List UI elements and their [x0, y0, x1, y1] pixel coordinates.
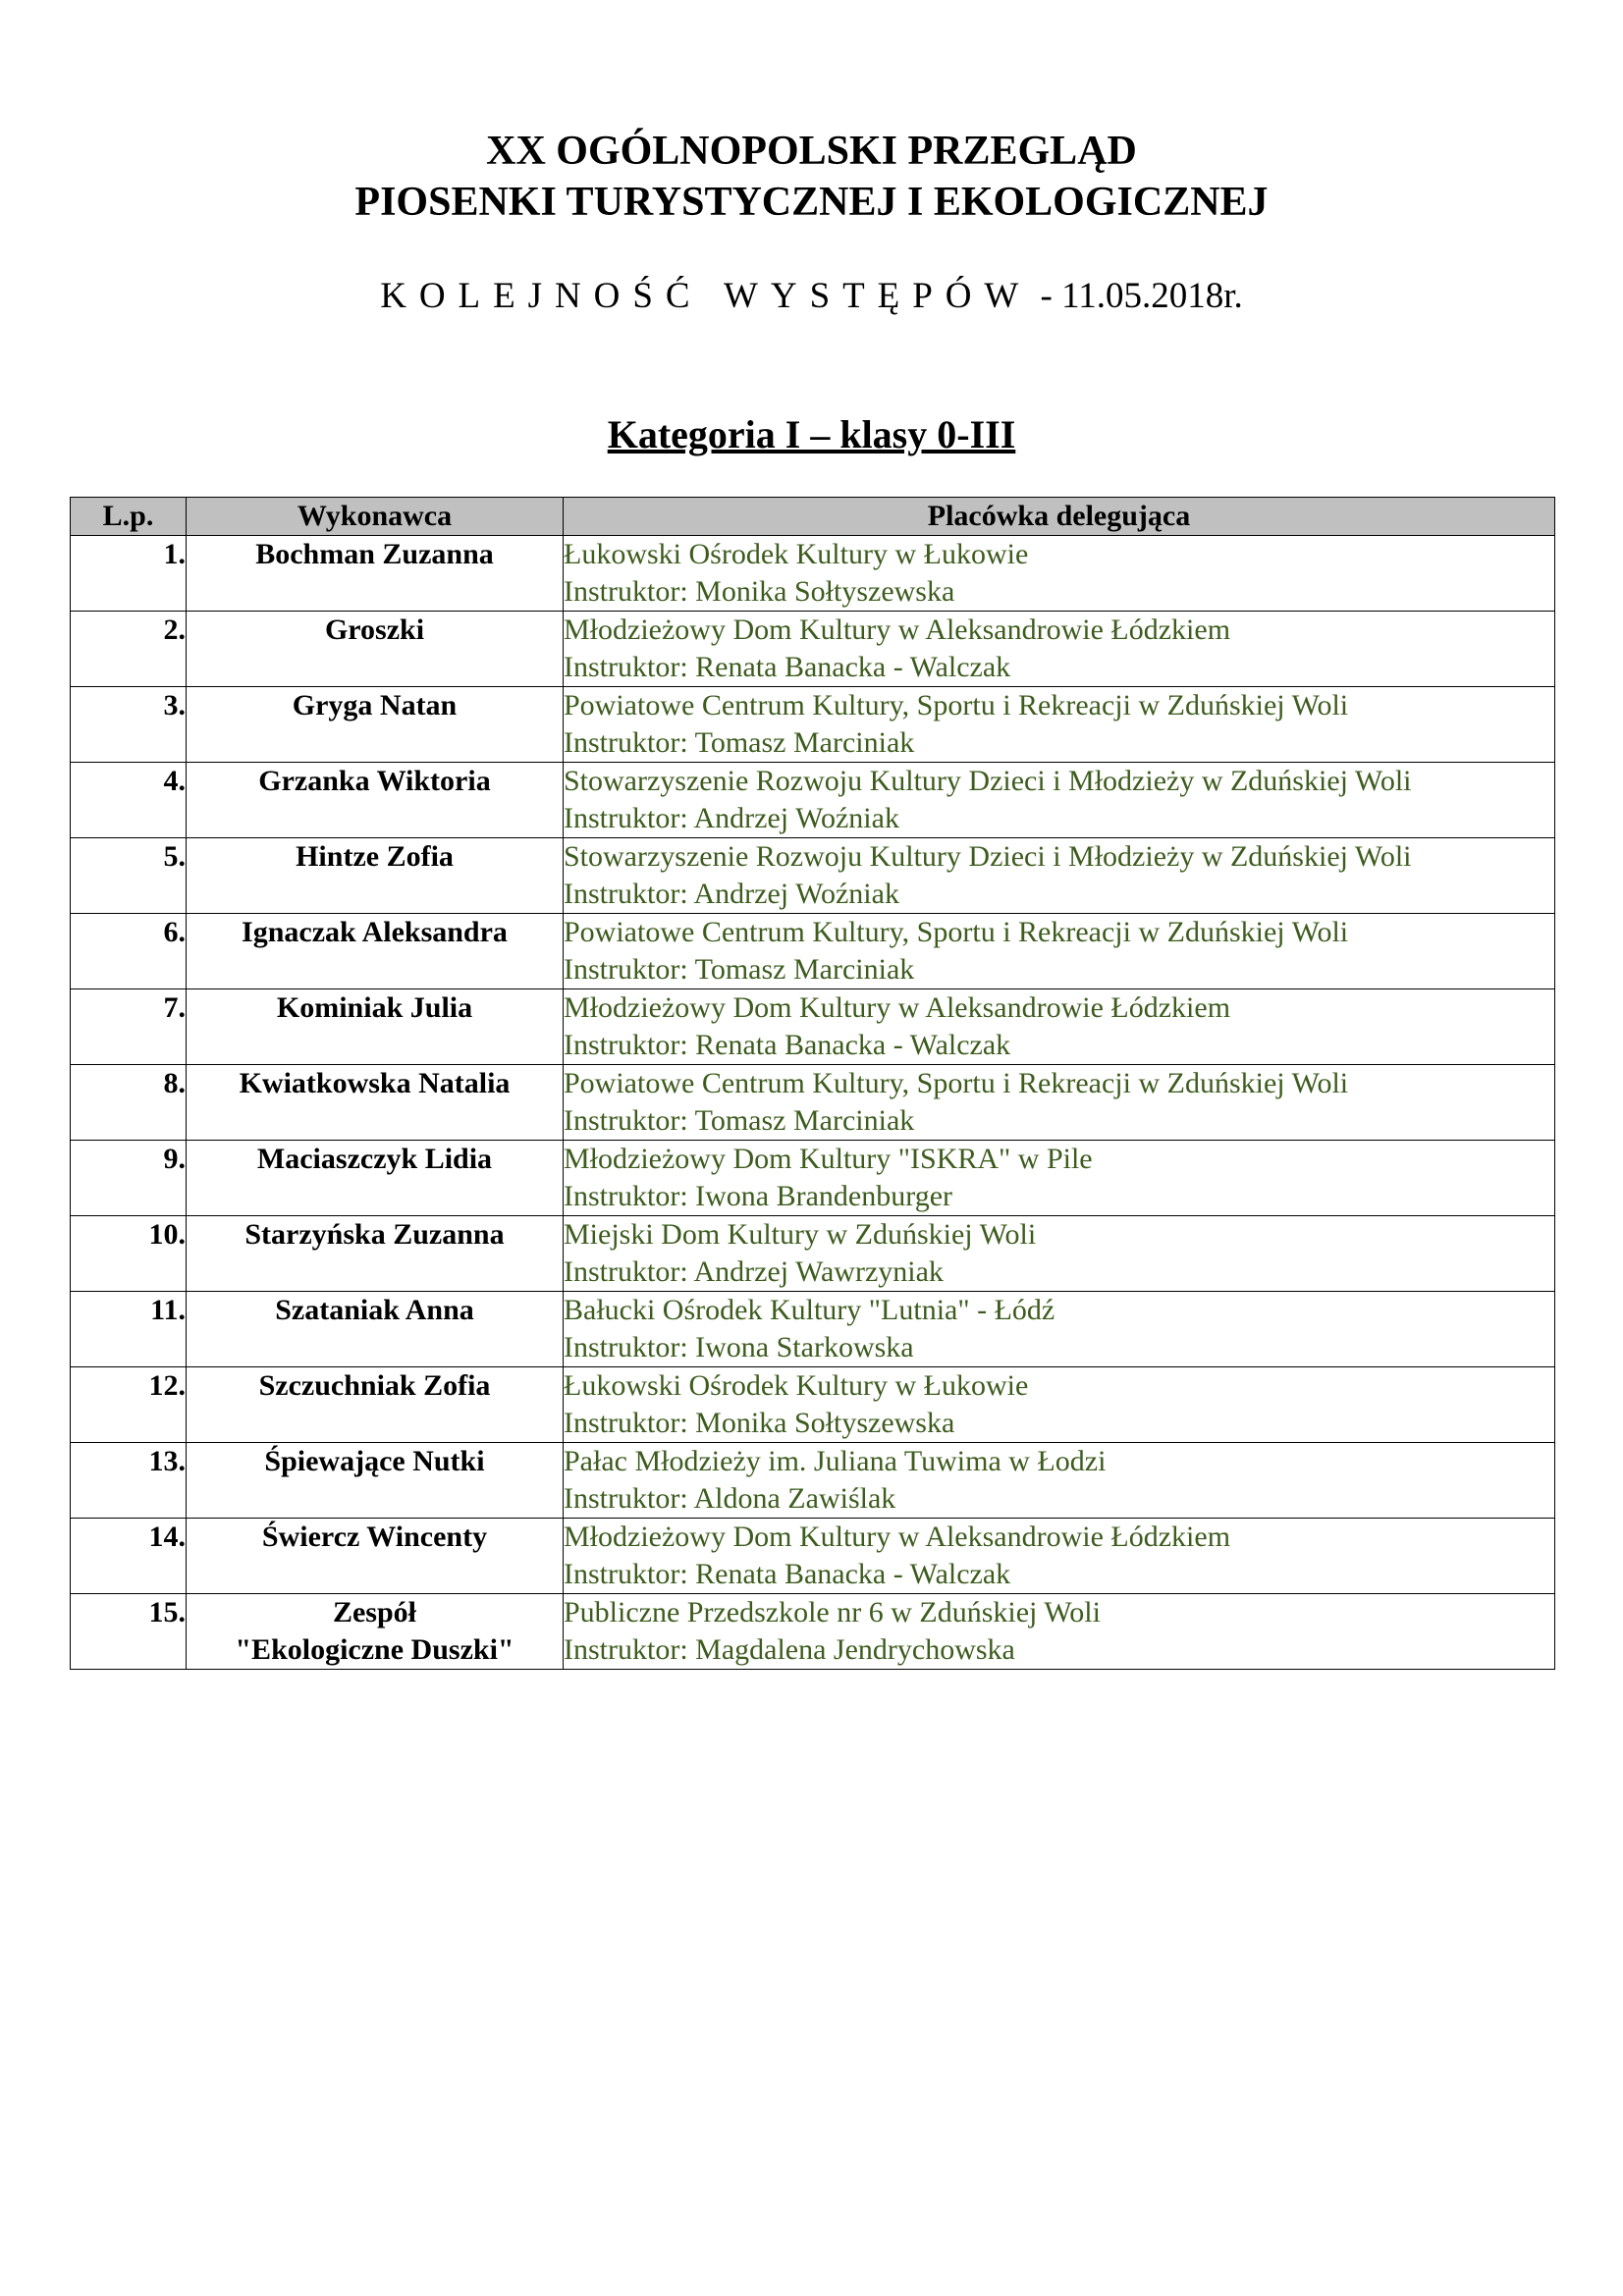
- row-number: 11.: [71, 1292, 187, 1367]
- performance-table: [70, 497, 1555, 1670]
- delegating-institution: [564, 1216, 1555, 1292]
- row-number: 14.: [71, 1519, 187, 1594]
- table-row: [71, 1141, 1555, 1216]
- performer-name: Kwiatkowska Natalia: [187, 1065, 564, 1141]
- delegating-institution: [564, 536, 1555, 612]
- institution-name: Powiatowe Centrum Kultury, Sportu i Rekreacji w Zduńskiej Woli: [564, 916, 1349, 948]
- institution-name: Publiczne Przedszkole nr 6 w Zduńskiej Woli: [564, 1596, 1101, 1629]
- row-number: 13.: [71, 1443, 187, 1519]
- instructor-name: Instruktor: Iwona Starkowska: [564, 1331, 914, 1363]
- table-row: [71, 536, 1555, 612]
- table-row: [71, 1216, 1555, 1292]
- row-number: 9.: [71, 1141, 187, 1216]
- table-row: [71, 1443, 1555, 1519]
- delegating-institution: [564, 1367, 1555, 1443]
- subtitle-spaced-text: KOLEJNOŚĆ WYSTĘPÓW: [380, 276, 1032, 316]
- row-number: 2.: [71, 612, 187, 687]
- institution-name: Miejski Dom Kultury w Zduńskiej Woli: [564, 1218, 1037, 1251]
- performer-name: Gryga Natan: [187, 687, 564, 763]
- row-number: 15.: [71, 1594, 187, 1670]
- performer-name: Szataniak Anna: [187, 1292, 564, 1367]
- row-number: 3.: [71, 687, 187, 763]
- instructor-name: Instruktor: Renata Banacka - Walczak: [564, 1558, 1011, 1590]
- instructor-name: Instruktor: Tomasz Marciniak: [564, 953, 915, 986]
- delegating-institution: [564, 612, 1555, 687]
- performer-name: Ignaczak Aleksandra: [187, 914, 564, 989]
- row-number: 8.: [71, 1065, 187, 1141]
- title-line-2: PIOSENKI TURYSTYCZNEJ I EKOLOGICZNEJ: [354, 180, 1269, 225]
- delegating-institution: [564, 989, 1555, 1065]
- performer-name: Kominiak Julia: [187, 989, 564, 1065]
- institution-name: Łukowski Ośrodek Kultury w Łukowie: [564, 538, 1029, 570]
- performer-name: Bochman Zuzanna: [187, 536, 564, 612]
- performer-name: Maciaszczyk Lidia: [187, 1141, 564, 1216]
- table-row: [71, 838, 1555, 914]
- institution-name: Pałac Młodzieży im. Juliana Tuwima w Łodzi: [564, 1445, 1107, 1477]
- instructor-name: Instruktor: Andrzej Wawrzyniak: [564, 1255, 944, 1288]
- institution-name: Stowarzyszenie Rozwoju Kultury Dzieci i Młodzieży w Zduńskiej Woli: [564, 840, 1412, 873]
- table-row: [71, 687, 1555, 763]
- institution-name: Łukowski Ośrodek Kultury w Łukowie: [564, 1369, 1029, 1402]
- table-row: [71, 989, 1555, 1065]
- institution-name: Powiatowe Centrum Kultury, Sportu i Rekreacji w Zduńskiej Woli: [564, 689, 1349, 721]
- instructor-name: Instruktor: Andrzej Woźniak: [564, 802, 899, 834]
- instructor-name: Instruktor: Renata Banacka - Walczak: [564, 651, 1011, 683]
- instructor-name: Instruktor: Aldona Zawiślak: [564, 1482, 896, 1515]
- delegating-institution: [564, 838, 1555, 914]
- delegating-institution: [564, 687, 1555, 763]
- delegating-institution: [564, 1443, 1555, 1519]
- schedule-subtitle: [0, 275, 1623, 318]
- instructor-name: Instruktor: Tomasz Marciniak: [564, 726, 915, 759]
- row-number: 7.: [71, 989, 187, 1065]
- column-header-lp: L.p.: [71, 498, 187, 536]
- row-number: 6.: [71, 914, 187, 989]
- delegating-institution: [564, 1594, 1555, 1670]
- table-row: [71, 914, 1555, 989]
- instructor-name: Instruktor: Monika Sołtyszewska: [564, 1407, 955, 1439]
- row-number: 5.: [71, 838, 187, 914]
- institution-name: Młodzieżowy Dom Kultury w Aleksandrowie Łódzkiem: [564, 1521, 1231, 1553]
- row-number: 12.: [71, 1367, 187, 1443]
- table-row: [71, 1594, 1555, 1670]
- delegating-institution: [564, 1292, 1555, 1367]
- performer-name: Świercz Wincenty: [187, 1519, 564, 1594]
- table-row: [71, 612, 1555, 687]
- instructor-name: Instruktor: Renata Banacka - Walczak: [564, 1029, 1011, 1061]
- institution-name: Młodzieżowy Dom Kultury "ISKRA" w Pile: [564, 1143, 1093, 1175]
- performer-name: Grzanka Wiktoria: [187, 763, 564, 838]
- delegating-institution: [564, 1065, 1555, 1141]
- table-row: [71, 763, 1555, 838]
- table-row: [71, 1519, 1555, 1594]
- column-header-institution: Placówka delegująca: [564, 498, 1555, 536]
- row-number: 1.: [71, 536, 187, 612]
- subtitle-date: - 11.05.2018r.: [1031, 276, 1243, 316]
- table-row: [71, 1065, 1555, 1141]
- instructor-name: Instruktor: Monika Sołtyszewska: [564, 575, 955, 608]
- table-body: [71, 536, 1555, 1670]
- institution-name: Powiatowe Centrum Kultury, Sportu i Rekreacji w Zduńskiej Woli: [564, 1067, 1349, 1099]
- delegating-institution: [564, 914, 1555, 989]
- document-title: [0, 126, 1623, 228]
- performer-name: Szczuchniak Zofia: [187, 1367, 564, 1443]
- institution-name: Młodzieżowy Dom Kultury w Aleksandrowie Łódzkiem: [564, 991, 1231, 1024]
- performer-name: Groszki: [187, 612, 564, 687]
- performer-name: Zespół "Ekologiczne Duszki": [187, 1594, 564, 1670]
- table-header-row: [71, 498, 1555, 536]
- table-row: [71, 1367, 1555, 1443]
- instructor-name: Instruktor: Iwona Brandenburger: [564, 1180, 953, 1212]
- delegating-institution: [564, 763, 1555, 838]
- instructor-name: Instruktor: Magdalena Jendrychowska: [564, 1633, 1015, 1666]
- instructor-name: Instruktor: Tomasz Marciniak: [564, 1104, 915, 1137]
- institution-name: Bałucki Ośrodek Kultury "Lutnia" - Łódź: [564, 1294, 1055, 1326]
- performer-name: Hintze Zofia: [187, 838, 564, 914]
- institution-name: Młodzieżowy Dom Kultury w Aleksandrowie Łódzkiem: [564, 614, 1231, 646]
- table-row: [71, 1292, 1555, 1367]
- row-number: 4.: [71, 763, 187, 838]
- delegating-institution: [564, 1141, 1555, 1216]
- title-line-1: XX OGÓLNOPOLSKI PRZEGLĄD: [486, 129, 1137, 174]
- performer-name: Starzyńska Zuzanna: [187, 1216, 564, 1292]
- row-number: 10.: [71, 1216, 187, 1292]
- delegating-institution: [564, 1519, 1555, 1594]
- institution-name: Stowarzyszenie Rozwoju Kultury Dzieci i Młodzieży w Zduńskiej Woli: [564, 765, 1412, 797]
- category-heading: Kategoria I – klasy 0-III: [607, 412, 1016, 456]
- instructor-name: Instruktor: Andrzej Woźniak: [564, 878, 899, 910]
- column-header-performer: Wykonawca: [187, 498, 564, 536]
- performer-name: Śpiewające Nutki: [187, 1443, 564, 1519]
